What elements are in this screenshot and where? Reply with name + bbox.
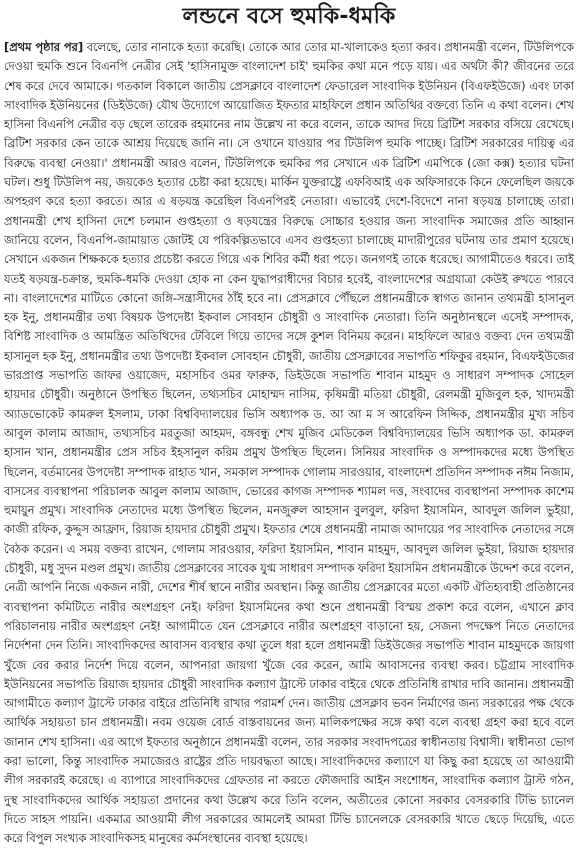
newspaper-clipping xyxy=(3,0,575,864)
article-body xyxy=(3,38,575,848)
jump-label-text: প্রথম পৃষ্ঠার পর xyxy=(9,40,78,54)
bracket-close: ] xyxy=(77,40,84,54)
continued-from-label xyxy=(4,40,83,54)
article-body-text: বলেছে, তোর নানাকে হত্যা করেছি। তোকে আর তোর মা-খালাকেও হত্যা করব। প্রধানমন্ত্রী বলেন, টিউলিপকে দেওয়া হুমকি শুনে বিএনপি নেত্রীর সেই 'হাসিনামুক্ত বাংলাদেশ চাই' হুমকির কথা মনে পড়ে যায়। এর অর্থটা কী? জীবনের তরে শেষ করে দেবে আমাকে। গতকাল বিকালে জাতীয় প্রেসক্লাবে বাংলাদেশ ফেডারেল সাংবাদিক ইউনিয়ন (বিএফইউজে) এবং ঢাকা সাংবাদিক ইউনিয়নের (ডিইউজে) যৌথ উদ্যোগে আয়োজিত ইফতার মাহফিলে প্রধান অতিথির বক্তব্যে তিনি এ কথা বলেন। শেখ হাসিনা বিএনপি নেত্রীর বড় ছেলে তারেক রহমানের নাম উল্লেখ না করে বলেন, তাকে আদর দিয়ে ব্রিটিশ সরকার বসিয়ে রেখেছে। ব্রিটিশ সরকার কেন তাকে আশ্রয় দিয়েছে জানি না। সে ওখানে যাওয়ার পর টিউলিপ হুমকি পাচ্ছে। ব্রিটিশ সরকারের দায়িত্ব এর বিরুদ্ধে ব্যবস্থা নেওয়া।' প্রধানমন্ত্রী আরও বলেন, টিউলিপকে হুমকির পর সেখানে এক ব্রিটিশ এমপিকে (জো কক্স) হত্যার ঘটনা ঘটল। শুধু টিউলিপ নয়, জয়কেও হত্যার চেষ্টা করা হয়েছে। মার্কিন যুক্তরাষ্ট্রে এফবিআই এক অফিসারকে কিনে ফেলেছিল জয়কে অপহরণ করে হত্যা করতে। আর এ ষড়যন্ত্র করেছিল বিএনপিরই নেতারা। এভাবেই দেশে-বিদেশে নানা ষড়যন্ত্র চালাচ্ছে তারা। প্রধানমন্ত্রী শেখ হাসিনা দেশে চলমান গুপ্তহত্যা ও ষড়যন্ত্রের বিরুদ্ধে সোচ্চার হওয়ার জন্য সাংবাদিক সমাজের প্রতি আহ্বান জানিয়ে বলেন, বিএনপি-জামায়াত জোটই যে পরিকল্পিতভাবে এসব গুপ্তহত্যা চালাচ্ছে মাদারীপুরের ঘটনায় তার প্রমাণ হয়েছে। সেখানে একজন শিক্ষককে হত্যার প্রচেষ্টা করতে গিয়ে এক শিবির কর্মী ধরা পড়ে। জনগণই তাকে ধরেছে। আগামীতেও ধরবে। তাই যতই ষড়যন্ত্র-চক্রান্ত, হুমকি-ধমকি দেওয়া হোক না কেন যুদ্ধাপরাধীদের বিচার হবেই, বাংলাদেশের অগ্রযাত্রা কেউই রুখতে পারবে না। বাংলাদেশের মাটিতে কোনো জঙ্গি-সন্ত্রাসীদের ঠাঁই হবে না। প্রেসক্লাবে পৌঁছলে প্রধানমন্ত্রীকে স্বাগত জানান তথ্যমন্ত্রী হাসানুল হক ইনু, প্রধানমন্ত্রীর তথ্য বিষয়ক উপদেষ্টা ইকবাল সোবহান চৌধুরী ও সাংবাদিক নেতারা। তিনি অনুষ্ঠানস্থলে এসেই সম্পাদক, বিশিষ্ট সাংবাদিক ও আমন্ত্রিত অতিথিদের টেবিলে গিয়ে তাদের সঙ্গে কুশল বিনিময় করেন। মাহফিলে আরও বক্তব্য দেন তথ্যমন্ত্রী হাসানুল হক ইনু, প্রধানমন্ত্রীর তথ্য উপদেষ্টা ইকবাল সোবহান চৌধুরী, জাতীয় প্রেসক্লাবের সভাপতি শফিকুর রহমান, বিএফইউজের ভারপ্রাপ্ত সভাপতি জাফর ওয়াজেদ, মহাসচিব ওমর ফারুক, ডিইউজে সভাপতি শাবান মাহমুদ ও সাধারণ সম্পাদক সোহেল হায়দার চৌধুরী। অনুষ্ঠানে উপস্থিত ছিলেন, তথ্যসচিব মোহাম্মদ নাসিম, কৃষিমন্ত্রী মতিয়া চৌধুরী, রেলমন্ত্রী মুজিবুল হক, খাদ্যমন্ত্রী অ্যাডভোকেট কামরুল ইসলাম, ঢাকা বিশ্ববিদ্যালয়ের ভিসি অধ্যাপক ড. আ আ ম স আরেফিন সিদ্দিক, প্রধানমন্ত্রীর মুখ্য সচিব আবুল কালাম আজাদ, তথ্যসচিব মরতুজা আহমদ, বঙ্গবন্ধু শেখ মুজিব মেডিকেল বিশ্ববিদ্যালয়ের ভিসি অধ্যাপক ডা. কামরুল হাসান খান, প্রধানমন্ত্রীর প্রেস সচিব ইহসানুল করিম প্রমুখ উপস্থিত ছিলেন। সিনিয়র সাংবাদিক ও সম্পাদকদের মধ্যে উপস্থিত ছিলেন, বর্তমানের উপদেষ্টা সম্পাদক রাহাত খান, সমকাল সম্পাদক গোলাম সারওয়ার, বাংলাদেশ প্রতিদিন সম্পাদক নঈম নিজাম, বাসসের ব্যবস্থাপনা পরিচালক আবুল কালাম আজাদ, ভোরের কাগজ সম্পাদক শ্যামল দত্ত, সংবাদের ব্যবস্থাপনা সম্পাদক কাশেম হুমায়ুন প্রমুখ। সাংবাদিক নেতাদের মধ্যে উপস্থিত ছিলেন, মনজুরুল আহসান বুলবুল, ফরিদা ইয়াসমিন, আবদুল জলিল ভুইয়া, কাজী রফিক, কুদ্দুস আফ্রাদ, রিয়াজ হায়দার চৌধুরী প্রমুখ। ইফতার শেষে প্রধানমন্ত্রী নামাজ আদায়ের পর সাংবাদিক নেতাদের সঙ্গে বৈঠক করেন। এ সময় বক্তব্য রাখেন, গোলাম সারওয়ার, ফরিদা ইয়াসমিন, শাবান মাহমুদ, আবদুল জলিল ভুইয়া, রিয়াজ হায়দার চৌধুরী, মধু সুদন মণ্ডল প্রমুখ। জাতীয় প্রেসক্লাবের সাবেক যুগ্ম সাধারণ সম্পাদক ফরিদা ইয়াসমিন প্রধানমন্ত্রীকে উদ্দেশ করে বলেন, নেত্রী আপনি নিজে একজন নারী, দেশের শীর্ষ স্থানে নারীর অবস্থান। কিন্তু জাতীয় প্রেসক্লাবের মতো একটি ঐতিহ্যবাহী প্রতিষ্ঠানের ব্যবস্থাপনা কমিটিতে নারীর অংশগ্রহণ নেই। ফরিদা ইয়াসমিনের কথা শুনে প্রধানমন্ত্রী বিস্ময় প্রকাশ করে বলেন, এখানে ক্লাব পরিচালনায় নারীর অংশগ্রহণ নেই! আগামীতে যেন প্রেসক্লাবে নারীর অংশগ্রহণ বাড়ানো হয়, সেজন্য পদক্ষেপ নিতে নেতাদের নির্দেশনা দেন তিনি। সাংবাদিকদের আবাসন ব্যবস্থার কথা তুলে ধরা হলে প্রধানমন্ত্রী ডিইউজের সভাপতি শাবান মাহমুদকে জায়গা খুঁজে বের করার নির্দেশ দিয়ে বলেন, আপনারা জায়গা খুঁজে বের করেন, আমি আবাসনের ব্যবস্থা করব। চট্টগ্রাম সাংবাদিক ইউনিয়নের সভাপতি রিয়াজ হায়দার চৌধুরী সাংবাদিক কল্যাণ ট্রাস্টে ঢাকার বাইরে থেকে প্রতিনিধি রাখার দাবি জানান। প্রধানমন্ত্রী আগামীতে কল্যাণ ট্রাস্টে ঢাকার বাইরে প্রতিনিধি রাখার পরামর্শ দেন। জাতীয় প্রেসক্লাব ভবন নির্মাণের জন্য সরকারের পক্ষ থেকে আর্থিক সহায়তা চান প্রধানমন্ত্রী। নবম ওয়েজ বোর্ড বাস্তবায়নের জন্য মালিকপক্ষের সঙ্গে কথা বলে ব্যবস্থা গ্রহণ করা হবে বলে জানান শেখ হাসিনা। এর আগে ইফতার অনুষ্ঠানে প্রধানমন্ত্রী বলেন, তার সরকার সংবাদপত্রের স্বাধীনতায় বিশ্বাসী। স্বাধীনতা ভোগ করা ভালো, কিন্তু সাংবাদিক সমাজেরও রাষ্ট্রের প্রতি দায়বদ্ধতা আছে। সাংবাদিকদের কল্যাণে যা কিছু করা হয়েছে তা আওয়ামী লীগ সরকারই করেছে। এ ব্যাপারে সাংবাদিকদের গ্রেফতার না করতে ফৌজদারি আইন সংশোধন, সাংবাদিক কল্যাণ ট্রাস্ট গঠন, দুস্থ সাংবাদিকদের আর্থিক সহায়তা প্রদানের কথা উল্লেখ করে তিনি বলেন, অতীতের কোনো সরকার বেসরকারি টিভি চ্যানেল দিতে সাহস পায়নি। একমাত্র আওয়ামী লীগ সরকারের আমলেই আমরা টিভি চ্যানেলকে বেসরকারি খাতে ছেড়ে দিয়েছি, এতে করে বিপুল সংখ্যক সাংবাদিকসহ মানুষের কর্মসংস্থানের ব্যবস্থা হয়েছে। xyxy=(4,40,575,846)
article-headline: লন্ডনে বসে হুমকি-ধমকি xyxy=(182,4,396,29)
bracket-open: [ xyxy=(4,40,10,54)
